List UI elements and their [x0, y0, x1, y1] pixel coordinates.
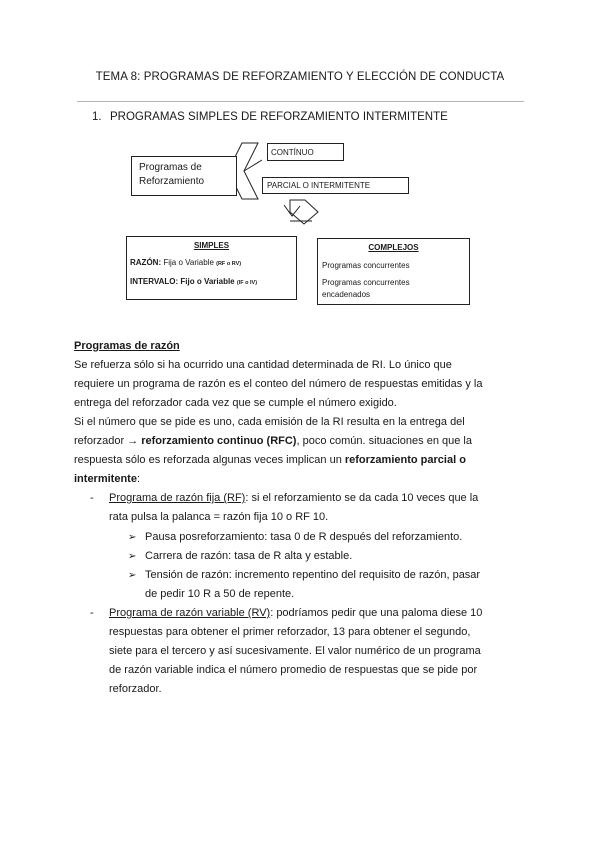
arrow-bullet-2: ➢ [128, 551, 137, 562]
rv-line-1: Programa de razón variable (RV): podríamos pedir que una paloma diese 10 [109, 607, 483, 619]
simples-razon: RAZÓN: Fija o Variable (RF o RV) [130, 258, 242, 267]
simples-intervalo: INTERVALO: Fijo o Variable (IF o IV) [130, 277, 258, 286]
bullet-dash-rv: - [90, 607, 94, 619]
simples-header: SIMPLES [193, 241, 230, 250]
rv-title: Programa de razón variable (RV) [109, 607, 271, 619]
root-box [131, 156, 237, 196]
rv-line-4: de razón variable indica el número promedio de respuestas que se pide por [109, 664, 478, 676]
continuo-label: CONTÍNUO [271, 148, 314, 157]
p2-line-1: Si el número que se pide es uno, cada emisión de la RI resulta en la entrega del [74, 416, 465, 428]
complejos-item-2a: Programas concurrentes [322, 278, 410, 287]
continuo-box [267, 143, 344, 161]
root-label-2: Reforzamiento [139, 176, 205, 187]
sub-item-3: Tensión de razón: incremento repentino del requisito de razón, pasar de pedir 10 R a 50 de repente. [145, 569, 481, 600]
rf-line-2: rata pulsa la palanca = razón fija 10 o RF 10. [109, 511, 329, 523]
complejos-item-2b: encadenados [322, 290, 371, 299]
programas-razon-heading: Programas de razón [74, 340, 180, 352]
rf-title: Programa de razón fija (RF) [109, 492, 246, 504]
rv-line-2: respuestas para obtener el primer reforzador, 13 para obtener el segundo, [109, 626, 471, 638]
p2-line-3: respuesta sólo es reforzada algunas veces implican un reforzamiento parcial o [74, 454, 466, 466]
rv-line-3: siete para el tercero y así sucesivamente. El valor numérico de un programa [109, 645, 481, 657]
parcial-label: PARCIAL O INTERMITENTE [267, 181, 371, 190]
root-label-1: Programas de [139, 162, 202, 173]
rv-line-5: reforzador. [109, 683, 162, 695]
sub-item-1: Pausa posreforzamiento: tasa 0 de R después del reforzamiento. [145, 531, 463, 543]
section-title: PROGRAMAS SIMPLES DE REFORZAMIENTO INTERMITENTE [110, 111, 448, 123]
rf-item [109, 489, 529, 527]
paragraph-2 [74, 413, 534, 489]
section-number: 1. [92, 111, 102, 123]
p1-line-3: entrega del reforzador cada vez que se cumple el número exigido. [74, 397, 397, 409]
rv-item [109, 604, 534, 699]
sub-item-2: Carrera de razón: tasa de R alta y estable. [145, 550, 353, 562]
paragraph-1 [74, 356, 534, 413]
parcial-box [262, 177, 409, 194]
bullet-dash-rf: - [90, 492, 94, 504]
document-title: TEMA 8: PROGRAMAS DE REFORZAMIENTO Y ELECCIÓN DE CONDUCTA [95, 71, 505, 83]
complejos-item-1: Programas concurrentes [322, 261, 410, 270]
p2-line-4: intermitente: [74, 473, 141, 485]
reinforcement-diagram [0, 0, 600, 320]
p2-line-2: reforzador → reforzamiento continuo (RFC), poco común. situaciones en que la [74, 435, 472, 447]
p1-line-1: Se refuerza sólo si ha ocurrido una cantidad determinada de RI. Lo único que [74, 359, 452, 371]
rf-line-1: Programa de razón fija (RF): si el reforzamiento se da cada 10 veces que la [109, 492, 479, 504]
complejos-box [317, 238, 470, 305]
arrow-bullet-1: ➢ [128, 532, 137, 543]
arrow-down-chevron [290, 200, 318, 224]
complejos-header: COMPLEJOS [368, 243, 419, 252]
arrow-bullet-3: ➢ [128, 570, 137, 581]
p1-line-2: requiere un programa de razón es el conteo del número de respuestas emitidas y la [74, 378, 483, 390]
simples-box [126, 236, 297, 300]
